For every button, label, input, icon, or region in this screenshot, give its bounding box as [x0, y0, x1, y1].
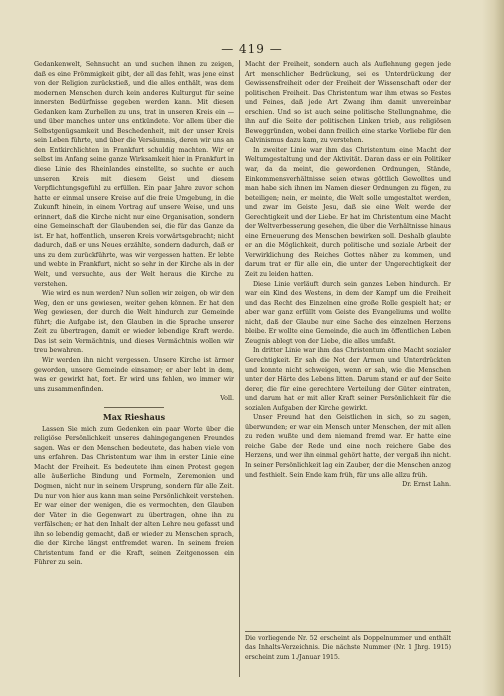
right-column	[245, 60, 451, 632]
right-paragraph-5: Unser Freund hat den Geistlichen in sich, so zu sagen, überwunden; er war ein Mensch unter Menschen, der mit allen zu reden wußte und dem niemand fremd war. Er hatte eine reiche Gabe der Rede und eine noch reichere Gabe des Herzens, und wer ihn einmal gehört hatte, der vergaß ihn nicht. In seiner Persönlichkeit lag ein Zauber, der die Menschen anzog und festhielt. Sein Ende kam früh, für uns alle allzu früh.	[245, 414, 451, 479]
section-separator	[104, 407, 164, 408]
footnote: Die vorliegende Nr. 52 erscheint als Doppelnummer und enthält das Inhalts-Verzeichnis. Die nächste Nummer (Nr. 1 Jhrg. 1915) erscheint zum 1./Januar 1915.	[245, 635, 451, 661]
left-byline: Voll.	[220, 395, 234, 403]
column-divider	[239, 60, 240, 677]
right-paragraph-4: In dritter Linie war ihm das Christentum eine Macht sozialer Gerechtigkeit. Er sah die Not der Armen und Unterdrückten und konnte nicht schweigen, wenn er sah, wie die Menschen unter der Härte des Lebens litten. Darum stand er auf der Seite derer, die für eine gerechtere Verteilung der Güter eintraten, und darum hat er mit aller Kraft seiner Persönlichkeit für die sozialen Aufgaben der Kirche gewirkt.	[245, 347, 451, 412]
section-title: Max Rieshaus	[102, 411, 166, 422]
right-paragraph-1: Macht der Freiheit, sondern auch als Auflehnung gegen jede Art menschlicher Bedrückung, sei es Unterdrückung der Gewissensfreiheit oder der Freiheit der Wissenschaft oder der politischen Freiheit. Das Christentum war ihm etwas so Festes und Feines, daß jede Art Zwang ihm damit unvereinbar erschien. Und so ist auch seine politische Stellungnahme, die ihn auf die Seite der politischen Linken trieb, aus religiösen Beweggründen, wobei dann freilich eine starke Vorliebe für den Calvinismus dazu kam, zu verstehen.	[245, 61, 451, 145]
left-paragraph-3: Wir werden ihn nicht vergessen. Unsere Kirche ist ärmer geworden, unsere Gemeinde einsamer; er aber lebt in dem, was er gewirkt hat, fort. Er wird uns fehlen, wo immer wir uns zusammenfinden.	[34, 356, 234, 393]
page-number: — 419 —	[221, 42, 283, 56]
signature: Dr. Ernst Lahn.	[402, 481, 451, 489]
page-edge-shadow	[482, 0, 504, 696]
right-paragraph-2: In zweiter Linie war ihm das Christentum eine Macht der Weltumgestaltung und der Aktivität. Daran dass er ein Politiker war, da da meint, die gewordenen Ordnungen, Stände, Einkommensverhältnisse seien etwas göttlich Gewolltes und man habe sich ihnen im Namen dieser Ordnungen zu fügen, zu beteiligen; nein, er meinte, die Welt solle umgestaltet werden, und zwar im Geiste Jesu, daß sie eine Welt werde der Gerechtigkeit und der Liebe. Er hat im Christentum eine Macht der Weltverbesserung gesehen, die über die Verhältnisse hinaus eine Erneuerung des Menschen bewirken soll. Deshalb glaubte er an die Möglichkeit, durch politische und soziale Arbeit der Verwirklichung des Reiches Gottes näher zu kommen, und darum trat er für alle ein, die unter der Ungerechtigkeit der Zeit zu leiden hatten.	[245, 146, 451, 279]
right-paragraph-3: Diese Linie verläuft durch sein ganzes Leben hindurch. Er war ein Kind des Westens, in dem der Kampf um die Freiheit und das Recht des Einzelnen eine große Rolle gespielt hat; er aber war ganz erfüllt vom Geiste des Evangeliums und wollte nicht, daß der Glaube nur eine Sache des einzelnen Herzens bleibe. Er wollte eine Gemeinde, die auch im öffentlichen Leben Zeugnis ablegt von der Liebe, die alles umfaßt.	[245, 280, 451, 345]
left-paragraph-1: Gedankenwelt, Sehnsucht an und suchen ihnen zu zeigen, daß es eine Frömmigkeit gibt, der all das fehlt, was jene einst von der Religion zurückstieß, und die alles enthält, was dem modernen Menschen durch kein anderes Kulturgut für seine innersten Bedürfnisse gegeben werden kann. Mit diesen Gedanken kam Zurhellen zu uns, trat in unseren Kreis ein — und über manches unter uns entkündete. Vor allem über die Selbstgenügsamkeit und Beschedenheit, mit der unser Kreis sein Leben führte, und über die Versäumnis, deren wir uns an den Entkirchlichten in Frankfurt schuldig machten. Wir er selbst im Anfang seine ganze Wirksamkeit hier in Frankfurt in diese Linie des Rheinlandes einstellte, so suchte er auch unseren Kreis mit diesem Geist und diesem Verpflichtungsgefühl zu erfüllen. Ein paar Jahre zuvor schon hatte er einmal unsere Kreise auf die freie Umgebung, in die Zukunft hinein, in einem Vortrag auf unsere Weise, und uns erinnert, daß die Kirche nicht nur eine Organisation, sondern eine Gemeinschaft der Glaubenden sei, die für das Ganze da ist. Er hat, hoffentlich, unseren Kreis vorwärtsgebracht; nicht dadurch, daß er uns Neues erzählte, sondern dadurch, daß er uns zu dem zurückführte, was wir vergessen hatten. Er lebte und webte in Frankfurt, nicht so sehr in der Kirche als in der Welt, und versuchte, aus der Welt heraus die Kirche zu verstehen.	[34, 61, 234, 288]
footnote-rule	[245, 631, 451, 632]
left-column	[34, 60, 234, 685]
left-paragraph-2: Wie wird es nun werden? Nun sollen wir zeigen, ob wir den Weg, den er uns gewiesen, weiter gehen können. Er hat den Weg gewiesen, der durch die Welt hindurch zur Gemeinde führt; die Aufgabe ist, den Glauben in die Sprache unserer Zeit zu übertragen, damit er wieder lebendige Kraft werde. Das ist sein Vermächtnis, und dieses Vermächtnis wollen wir treu bewahren.	[34, 290, 234, 355]
left-paragraph-4: Lassen Sie mich zum Gedenken ein paar Worte über die religiöse Persönlichkeit unseres dahingegangenen Freundes sagen. Was er den Menschen bedeutete, das haben viele von uns erfahren. Das Christentum war ihm in erster Linie eine Macht der Freiheit. Es bedeutete ihm einen Protest gegen alle äußerliche Bindung und Formeln, Zeremonien und Dogmen, nicht nur in seinem Ursprung, sondern für alle Zeit. Du nur von hier aus kann man seine Persönlichkeit verstehen. Er war einer der wenigen, die es vermochten, den Glauben der Väter in die Gegenwart zu übertragen, ohne ihn zu verfälschen; er hat den Inhalt der alten Lehre neu gefasst und ihn so lebendig gemacht, daß er wieder zu Menschen sprach, die der Kirche längst entfremdet waren. In seinem freien Christentum fand er die Kraft, seinen Zeitgenossen ein Führer zu sein.	[34, 425, 234, 567]
